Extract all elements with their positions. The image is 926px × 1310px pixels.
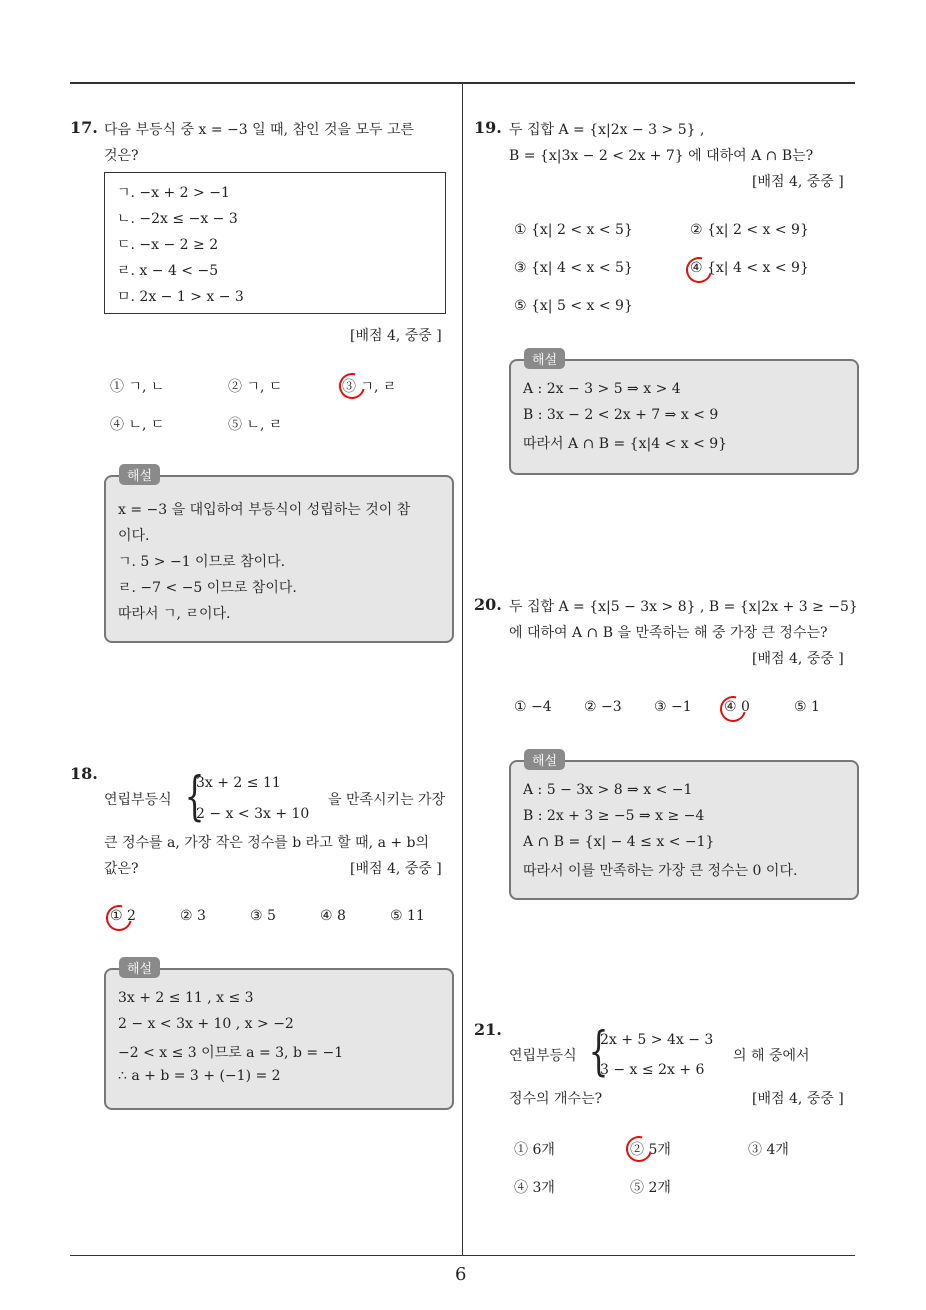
solution-line: 2 − x < 3x + 10 , x > −2 bbox=[118, 1016, 294, 1032]
score-label: [배점 4, 중중 ] bbox=[752, 651, 844, 667]
score-label: [배점 4, 중중 ] bbox=[752, 174, 844, 190]
solution-line: A : 5 − 3x > 8 ⇒ x < −1 bbox=[523, 782, 693, 798]
choice-5[interactable]: ⑤ 2개 bbox=[630, 1180, 671, 1196]
solution-line: ㄹ. −7 < −5 이므로 참이다. bbox=[118, 580, 297, 596]
system-line: 2x + 5 > 4x − 3 bbox=[600, 1032, 714, 1048]
question-text: 두 집합 A = {x|2x − 3 > 5} , bbox=[509, 122, 705, 138]
choice-5[interactable]: ⑤ {x| 5 < x < 9} bbox=[514, 298, 633, 314]
system-line: 3x + 2 ≤ 11 bbox=[196, 775, 281, 791]
choice-1[interactable]: ① ㄱ, ㄴ bbox=[110, 379, 165, 395]
question-text: 을 만족시키는 가장 bbox=[328, 792, 446, 808]
solution-line: B : 3x − 2 < 2x + 7 ⇒ x < 9 bbox=[523, 407, 719, 423]
choice-3[interactable]: ③ ㄱ, ㄹ bbox=[342, 379, 397, 395]
choice-3[interactable]: ③ {x| 4 < x < 5} bbox=[514, 260, 633, 276]
question-text: 것은? bbox=[104, 148, 139, 164]
solution-line: x = −3 을 대입하여 부등식이 성립하는 것이 참 bbox=[118, 502, 411, 518]
question-number: 20. bbox=[474, 595, 502, 614]
question-text: 두 집합 A = {x|5 − 3x > 8} , B = {x|2x + 3 ≥ −5} bbox=[509, 599, 858, 615]
choice-1[interactable]: ① {x| 2 < x < 5} bbox=[514, 222, 633, 238]
choice-3[interactable]: ③ 5 bbox=[250, 908, 276, 924]
statement-item: ㄱ. −x + 2 > −1 bbox=[117, 185, 230, 201]
choice-2[interactable]: ② {x| 2 < x < 9} bbox=[690, 222, 809, 238]
solution-line: −2 < x ≤ 3 이므로 a = 3, b = −1 bbox=[118, 1045, 344, 1061]
score-label: [배점 4, 중중 ] bbox=[350, 861, 442, 877]
answer-mark bbox=[715, 691, 751, 727]
question-text: 에 대하여 A ∩ B 을 만족하는 해 중 가장 큰 정수는? bbox=[509, 625, 828, 641]
statement-item: ㅁ. 2x − 1 > x − 3 bbox=[117, 289, 244, 305]
brace-icon: { bbox=[588, 1022, 609, 1082]
question-text: 다음 부등식 중 x = −3 일 때, 참인 것을 모두 고른 bbox=[104, 122, 415, 138]
solution-box bbox=[104, 968, 454, 1110]
solution-tag: 해설 bbox=[119, 957, 160, 978]
brace-icon: { bbox=[184, 767, 205, 827]
choice-1[interactable]: ① 6개 bbox=[514, 1142, 555, 1158]
choice-2[interactable]: ② 5개 bbox=[630, 1142, 671, 1158]
choice-4[interactable]: ④ 3개 bbox=[514, 1180, 555, 1196]
choice-5[interactable]: ⑤ ㄴ, ㄹ bbox=[228, 417, 283, 433]
solution-tag: 해설 bbox=[119, 464, 160, 485]
solution-tag: 해설 bbox=[524, 749, 565, 770]
choice-5[interactable]: ⑤ 1 bbox=[794, 699, 820, 715]
question-text: 값은? bbox=[104, 861, 139, 877]
question-text: 정수의 개수는? bbox=[509, 1091, 603, 1107]
choice-4[interactable]: ④ ㄴ, ㄷ bbox=[110, 417, 165, 433]
choice-1[interactable]: ① −4 bbox=[514, 699, 552, 715]
solution-line: 따라서 A ∩ B = {x|4 < x < 9} bbox=[523, 436, 728, 452]
choice-4[interactable]: ④ 8 bbox=[320, 908, 346, 924]
answer-mark bbox=[101, 900, 137, 936]
column-divider bbox=[462, 84, 463, 1256]
solution-line: ㄱ. 5 > −1 이므로 참이다. bbox=[118, 554, 286, 570]
question-text: 큰 정수를 a, 가장 작은 정수를 b 라고 할 때, a + b의 bbox=[104, 835, 430, 851]
solution-box bbox=[509, 760, 859, 900]
system-label: 연립부등식 bbox=[509, 1048, 577, 1064]
solution-tag: 해설 bbox=[524, 348, 565, 369]
solution-line: 따라서 ㄱ, ㄹ이다. bbox=[118, 606, 231, 622]
choice-1[interactable]: ① 2 bbox=[110, 908, 136, 924]
solution-line: 따라서 이를 만족하는 가장 큰 정수는 0 이다. bbox=[523, 863, 798, 879]
question-number: 19. bbox=[474, 118, 502, 137]
score-label: [배점 4, 중중 ] bbox=[350, 328, 442, 344]
solution-box bbox=[509, 359, 859, 475]
answer-mark bbox=[334, 368, 370, 404]
statement-item: ㄹ. x − 4 < −5 bbox=[117, 263, 219, 279]
question-text: B = {x|3x − 2 < 2x + 7} 에 대하여 A ∩ B는? bbox=[509, 148, 814, 164]
solution-line: 이다. bbox=[118, 528, 150, 544]
solution-line: A : 2x − 3 > 5 ⇒ x > 4 bbox=[523, 381, 681, 397]
question-number: 17. bbox=[70, 118, 98, 137]
question-number: 21. bbox=[474, 1020, 502, 1039]
solution-line: B : 2x + 3 ≥ −5 ⇒ x ≥ −4 bbox=[523, 808, 705, 824]
page-number: 6 bbox=[455, 1264, 467, 1285]
statement-item: ㄷ. −x − 2 ≥ 2 bbox=[117, 237, 219, 253]
system-label: 연립부등식 bbox=[104, 792, 172, 808]
system-line: 2 − x < 3x + 10 bbox=[196, 806, 310, 822]
choice-2[interactable]: ② 3 bbox=[180, 908, 206, 924]
choice-4[interactable]: ④ 0 bbox=[724, 699, 750, 715]
statement-box bbox=[104, 172, 446, 314]
statement-item: ㄴ. −2x ≤ −x − 3 bbox=[117, 211, 238, 227]
solution-line: 3x + 2 ≤ 11 , x ≤ 3 bbox=[118, 990, 254, 1006]
choice-2[interactable]: ② −3 bbox=[584, 699, 622, 715]
question-text: 의 해 중에서 bbox=[733, 1048, 810, 1064]
bottom-rule bbox=[70, 1255, 855, 1256]
choice-3[interactable]: ③ 4개 bbox=[748, 1142, 789, 1158]
choice-4[interactable]: ④ {x| 4 < x < 9} bbox=[690, 260, 809, 276]
solution-line: A ∩ B = {x| − 4 ≤ x < −1} bbox=[523, 834, 715, 850]
system-line: 3 − x ≤ 2x + 6 bbox=[600, 1062, 705, 1078]
question-number: 18. bbox=[70, 764, 98, 783]
choice-5[interactable]: ⑤ 11 bbox=[390, 908, 425, 924]
answer-mark bbox=[621, 1131, 657, 1167]
score-label: [배점 4, 중중 ] bbox=[752, 1091, 844, 1107]
solution-line: ∴ a + b = 3 + (−1) = 2 bbox=[118, 1068, 281, 1084]
solution-box bbox=[104, 475, 454, 643]
choice-2[interactable]: ② ㄱ, ㄷ bbox=[228, 379, 283, 395]
choice-3[interactable]: ③ −1 bbox=[654, 699, 692, 715]
answer-mark bbox=[681, 252, 717, 288]
